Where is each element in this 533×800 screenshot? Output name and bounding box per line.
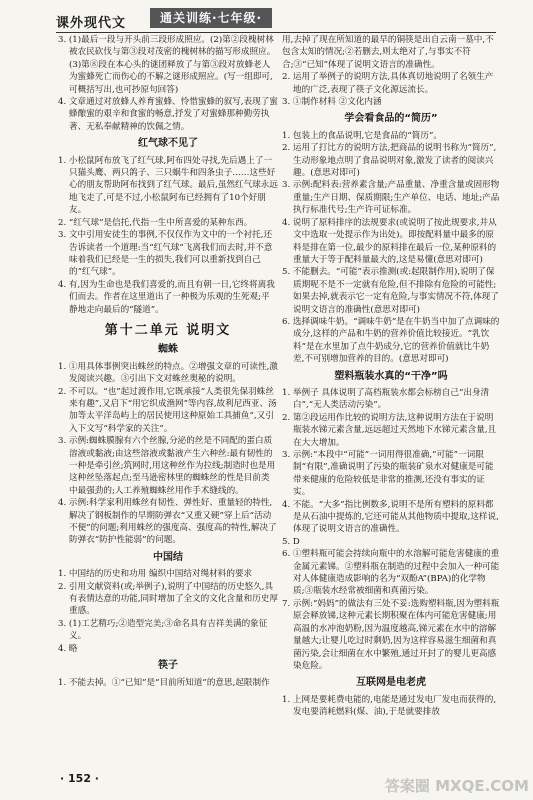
answer-paragraph: 1. 举例子 具体说明了高档瓶装水都会标榜自己“出身清白”,“无人类活动污染”。: [282, 387, 490, 411]
answer-paragraph: 3. 示例:“本段中“可能”一词用得很准确,“可能”一词限制“有限”,准确说明了污染的瓶装矿泉水对健康是可能带来健康的危险较低是非常的推测,还没有事实的证实。: [282, 450, 494, 498]
answer-paragraph: 2. 第②段运用作比较的说明方法,这种说明方法在于说明瓶装水锑元素含量,远远超过天然地下水锑元素含量,且在大大增加。: [282, 412, 497, 448]
answer-paragraph: 4. 有,因为生命也是我们喜爱的,而且有朝一日,它终将离我们而去。作者在这里道出了一种极为乐观的生死观;平静地走向最后的“隧道”。: [58, 279, 275, 315]
section-title: 互联网是电老虎: [356, 677, 426, 689]
answer-paragraph: 2. 不可以。“也”起过渡作用,它既承接“人类很先保羽蛛丝来有趣”,又启下“用它织成渔网”等内容,故利尼西亚、汤加等太平洋岛屿上的居民使用这种原始工具捕鱼”,又引入下文写“科学家的关注”。: [58, 386, 277, 434]
header-rule: [56, 32, 496, 33]
answer-paragraph: 1. ①用具体事例突出蛛丝的特点。②增强文章的可读性,激发阅读兴趣。③引出下文对蛛丝奥秘的说明。: [58, 361, 278, 385]
answer-paragraph: 3. 示例:配料表:营养素含量;产品重量、净重含量或固形物重量;生产日期、保质期限;生产单位、电话、地址;产品执行标准代号;生产许可证标准。: [282, 180, 500, 216]
answer-paragraph: 1. 上网是要耗费电能的,电能是通过发电厂发电而获得的,发电要消耗燃料(煤、油),于是就要排放: [282, 694, 497, 718]
section-title: 红气球不见了: [138, 138, 198, 150]
page-number: · 152 ·: [60, 772, 99, 785]
section-title: 塑料瓶装水真的“干净”吗: [334, 370, 448, 382]
book-title: 课外现代文: [56, 16, 127, 31]
answer-paragraph: 5. 不能删去。“可能”表示推测(或:起限制作用),说明了保质期呢不是不一定就有危险,但不排除有危险的可能性;如果去掉,就表示它一定有危险,与事实情况不符,体现了说明文语言的准确性(意思对即可): [282, 267, 499, 315]
answer-paragraph: 1. 中国结的历史和功用 编织中国结对绳材料的要求: [58, 569, 253, 580]
unit-title: 第十二单元 说明文: [104, 322, 232, 338]
section-title: 中国结: [153, 551, 183, 563]
answer-paragraph: 3. ①制作材料 ②文化内涵: [282, 97, 382, 108]
answer-paragraph: 4. 示例:科学家利用蛛丝有韧性、弹性好、重量轻的特性,解决了钢板制作的早期防弹衣“又重又硬”穿上后“活动不便”的问题;利用蛛丝的强度高、强度高的特性,解决了防弹衣“防护性能弱”的问题。: [58, 498, 277, 546]
section-title: 蜘蛛: [158, 344, 178, 356]
answer-paragraph: 4. 文章通过对放蜂人养育蜜蜂、怜惜蜜蜂的叙写,表现了蜜蜂酿蜜的艰辛和食蜜的畅意,抒发了对蜜蜂那种勤劳执著、无私奉献精神的饮佩之情。: [58, 97, 278, 132]
answer-paragraph: 用,去掉了现在所知道的最早的铜筷是出自云南一墓中,不包含太知的情况;②若删去,则太绝对了,与事实不符合;③“已知”体现了说明文语言的准确性。: [282, 35, 494, 70]
answer-paragraph: 3. (1)最后一段与开头前三段形成照应。(2)第②段槐树林被农民砍伐与第③段对茂密的槐树林的描写形成照应。(3)第⑧段在本心头的谜团释放了与第③段对放蜂老人为蜜蜂死亡而伤心的不解之谜形成照应。(写一组即可,可概括写出,也可抄原句回答): [58, 35, 276, 95]
series-title-box: 通关训练·七年级·: [150, 8, 272, 28]
answer-paragraph: 2. 运用了打比方的说明方法,把商品的说明书称为“简历”,生动形象地点明了食品说明对象,激发了读者的阅读兴趣。(意思对即可): [282, 143, 497, 179]
section-title: 筷子: [158, 660, 178, 672]
answer-paragraph: 3. (1)工艺精巧;②造型完美;③命名具有吉祥美满的象征义。: [58, 618, 268, 642]
answer-paragraph: 5. D: [282, 536, 300, 547]
answer-paragraph: 4. 略: [58, 643, 78, 654]
answer-paragraph: 2. 引用文献资料(或;举例子),说明了中国结的历史悠久,具有表情达意的功能,同时增加了全文的文化含量和历史厚重感。: [58, 581, 278, 617]
answer-paragraph: 2. “红气球”是信托,代指一生中所喜爱的某种东西。: [58, 217, 253, 228]
page-header: [0, 6, 533, 32]
right-column: [282, 34, 500, 719]
answer-paragraph: 4. 不能。“大多”指比例数多,说明不是所有塑料的原料都是从石油中提炼的,它还可能从其他物质中提取,这样说,体现了说明文语言的准确性。: [282, 499, 499, 535]
answer-paragraph: 3. 文中引用安徒生的事例,不仅仅作为文中的一个衬托,还告诉读者一个道理:当“红气球”飞离我们而去时,并不意味着我们已经是一生的损失,我们可以重新找到自己的“红气球”。: [58, 230, 273, 278]
answer-paragraph: 3. 示例:蜘蛛膜腺有六个丝腺,分泌的丝是不同配的蛋白质溶液或黏液;由这些溶液或黏液产生六种丝:最有韧性的一种是牵引丝;筑网时,用这种丝作为拉线;制造时也是用这种丝坠落起点;至马逊密林里的蜘蛛丝的性是目前类中最强劲的;人工养殖蜘蛛丝用作手术缝线的。: [58, 436, 276, 496]
answer-paragraph: 6. ①塑料瓶可能会持续向瓶中的水溶解可能危害健康的重金属元素锑。②塑料瓶在制造的过程中会加入一种可能对人体健康造成影响的名为“双酚A”(BPA)的化学物质;③瓶装水经常被细菌和真菌污染。: [282, 549, 500, 597]
watermark: 答案圈 MXQE.COM: [384, 777, 529, 795]
answer-paragraph: 1. 不能去掉。①“已知”是“目前所知道”的意思,起限制作: [58, 677, 270, 688]
answer-paragraph: 1. 小松鼠阿布放飞了红气球,阿布四处寻找,先后遇上了一只猫头鹰、两只鸽子、三只蜗牛和四条虫子……这些好心的朋友帮助阿布找到了红气球。最后,虽然红气球永远地飞走了,可是不过,小松鼠阿布已经拥有了10个好朋友。: [58, 155, 278, 216]
answer-paragraph: 6. 选择调味牛奶。“调味牛奶”是在牛奶当中加了点调味的成分,这样的产品和牛奶的营养价值比较接近。“乳饮料”是在水里加了点牛奶成分,它的营养价值就比牛奶差,不可别增加营养的目的。(意思对即可): [282, 316, 500, 365]
left-column: [58, 34, 278, 689]
answer-paragraph: 7. 示例:“妈妈”的做法有三处不妥:选购塑料瓶,因为塑料瓶原会释放锑,这种元素长期积聚在体内可能危害健康;用高温的水冲泡奶粉,因为温度越高,锑元素在水中的溶解量越大;让婴儿吃过时剩奶,因为这样容易滋生细菌和真菌污染,会让细菌在水中繁殖,通过开封了的婴儿更高感染危险。: [282, 598, 500, 671]
answer-paragraph: 4. 说明了原料排序的法规要求(或说明了按此规要求,并从文中选取一处提示作为出处)。即按配料量中最多的原料是排在第一位,最少的原料排在最后一位,某种原料的重量大于等于配料量最大的,这是易懂(意思对即可): [282, 217, 497, 265]
answer-paragraph: 2. 运用了举例子的说明方法,具体真切地说明了名领生产地的广泛,表现了筷子文化源远流长。: [282, 72, 494, 95]
answer-paragraph: 1. 包装上的食品说明,它是食品的“简历”。: [282, 130, 442, 141]
section-title: 学会看食品的“简历”: [344, 113, 438, 125]
